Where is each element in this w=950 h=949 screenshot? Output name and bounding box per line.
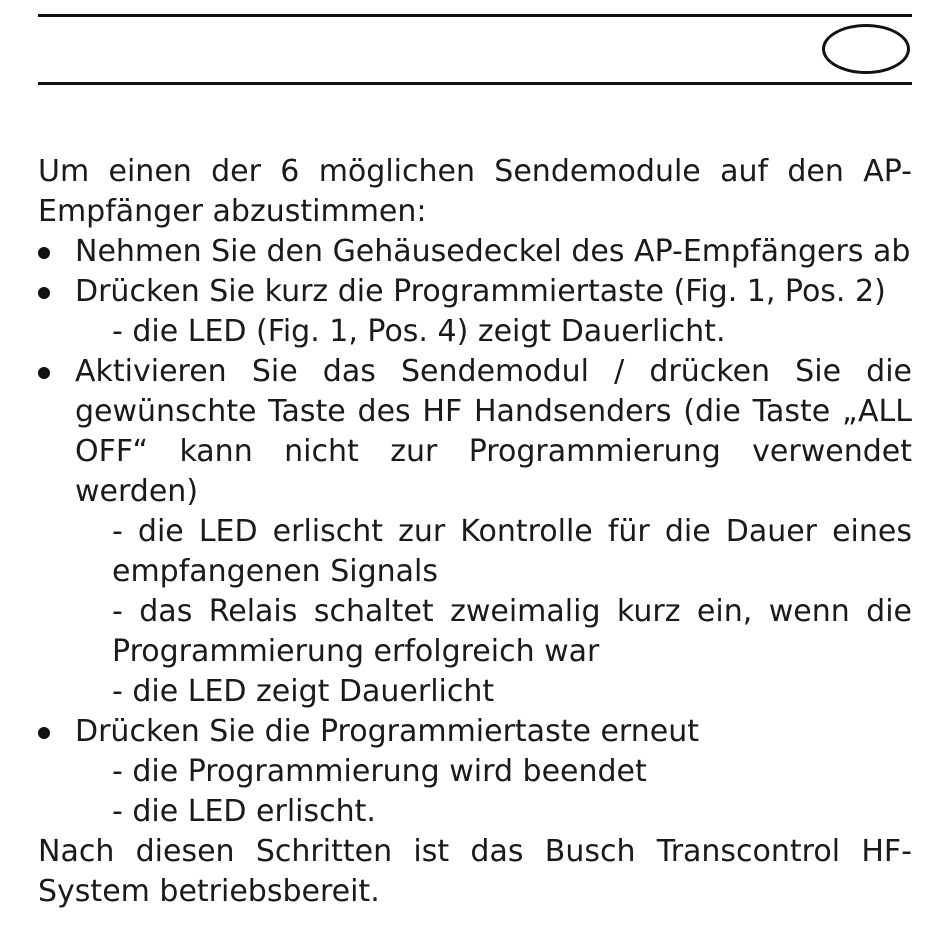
step-item <box>38 272 912 352</box>
bullet-icon <box>38 367 50 379</box>
step-sub-item: - die Programmierung wird beendet <box>112 754 647 789</box>
bullet-icon <box>38 247 50 259</box>
step-text: Drücken Sie die Programmiertaste erneut <box>75 714 699 749</box>
step-text: Nehmen Sie den Gehäusedeckel des AP-Empfängers ab <box>75 234 911 269</box>
step-text: Drücken Sie kurz die Programmiertaste (Fig. 1, Pos. 2) <box>75 274 886 309</box>
step-text: Aktivieren Sie das Sendemodul / drücken Sie die gewünschte Taste des HF Handsenders (die Taste „ALL OFF“ kann nicht zur Programmierung verwendet werden) <box>75 354 912 509</box>
header-bottom-rule <box>38 82 912 85</box>
step-sub-list <box>75 752 912 832</box>
step-sub-list <box>75 512 912 712</box>
intro-paragraph: Um einen der 6 möglichen Sendemodule auf den AP-Empfänger abzustimmen: <box>38 154 912 229</box>
step-item <box>38 232 912 272</box>
page-number-oval <box>822 24 910 74</box>
header-top-rule <box>38 14 912 17</box>
step-sub-list <box>75 312 912 352</box>
step-list <box>38 232 912 832</box>
outro-paragraph: Nach diesen Schritten ist das Busch Transcontrol HF-System betriebsbereit. <box>38 834 912 909</box>
step-sub-item: - die LED erlischt zur Kontrolle für die Dauer eines empfangenen Signals <box>112 514 912 589</box>
bullet-icon <box>38 287 50 299</box>
step-item <box>38 352 912 712</box>
step-sub-item: - die LED (Fig. 1, Pos. 4) zeigt Dauerlicht. <box>112 314 726 349</box>
step-sub-item: - die LED erlischt. <box>112 794 376 829</box>
step-sub-item: - das Relais schaltet zweimalig kurz ein, wenn die Programmierung erfolgreich war <box>112 594 912 669</box>
document-body <box>38 152 912 912</box>
step-item <box>38 712 912 832</box>
bullet-icon <box>38 727 50 739</box>
step-sub-item: - die LED zeigt Dauerlicht <box>112 674 495 709</box>
